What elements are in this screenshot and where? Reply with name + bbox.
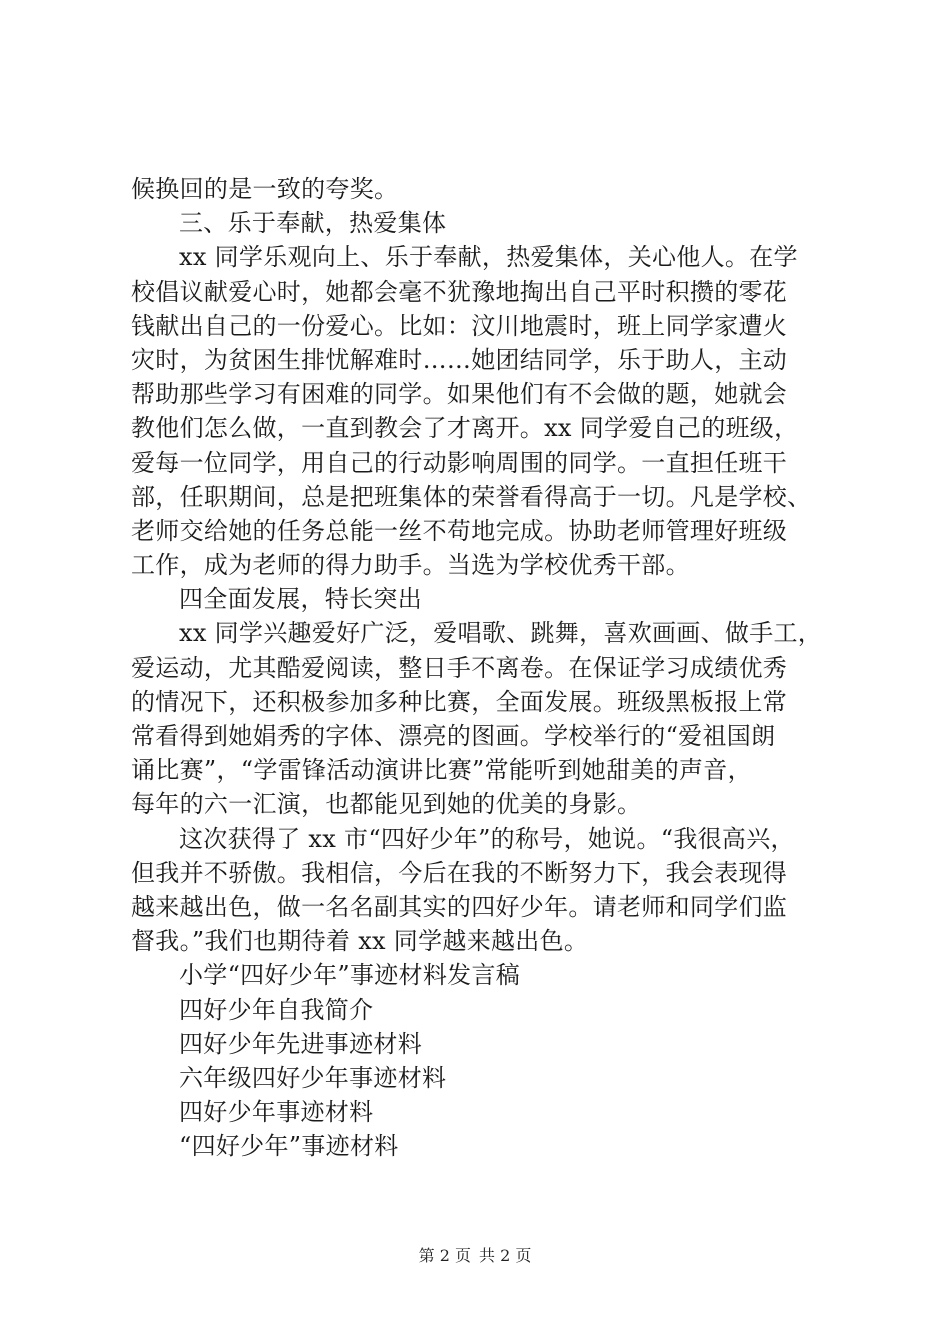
section-heading: 三、乐于奉献，热爱集体 (179, 209, 447, 238)
related-title: 小学“四好少年”事迹材料发言稿 (179, 961, 521, 990)
page-footer (0, 1246, 950, 1266)
paragraph-line: 常看得到她娟秀的字体、漂亮的图画。学校举行的“爱祖国朗 (131, 722, 776, 750)
paragraph-line: 越来越出色，做一名名副其实的四好少年。请老师和同学们监 (131, 892, 788, 921)
paragraph-line: 爱运动，尤其酷爱阅读，整日手不离卷。在保证学习成绩优秀 (131, 653, 788, 682)
paragraph-line: 帮助那些学习有困难的同学。如果他们有不会做的题，她就会 (131, 380, 788, 409)
page-total: 共 2 页 (479, 1246, 532, 1265)
paragraph-line: 每年的六一汇演，也都能见到她的优美的身影。 (131, 790, 642, 819)
related-title: 四好少年事迹材料 (179, 1098, 374, 1127)
related-title: 四好少年先进事迹材料 (179, 1029, 422, 1058)
document-body (131, 172, 831, 1163)
paragraph-line: 钱献出自己的一份爱心。比如：汶川地震时，班上同学家遭火 (131, 311, 788, 340)
paragraph-line: 但我并不骄傲。我相信，今后在我的不断努力下，我会表现得 (131, 858, 788, 887)
paragraph-line: 工作，成为老师的得力助手。当选为学校优秀干部。 (131, 551, 690, 580)
paragraph-line: 校倡议献爱心时，她都会毫不犹豫地掏出自己平时积攒的零花 (131, 277, 788, 306)
page-number: 第 2 页 (418, 1246, 471, 1265)
paragraph-line: 教他们怎么做，一直到教会了才离开。xx 同学爱自己的班级， (131, 414, 799, 443)
paragraph-line: 爱每一位同学，用自己的行动影响周围的同学。一直担任班干 (131, 448, 788, 477)
paragraph-line: 这次获得了 xx 市“四好少年”的称号，她说。“我很高兴， (179, 824, 795, 853)
paragraph-line: 灾时，为贫困生排忧解难时……她团结同学，乐于助人，主动 (131, 345, 788, 374)
paragraph-line: 部，任职期间，总是把班集体的荣誉看得高于一切。凡是学校、 (131, 482, 812, 511)
paragraph-line: xx 同学兴趣爱好广泛，爱唱歌、跳舞，喜欢画画、做手工， (179, 619, 823, 648)
paragraph-line: 老师交给她的任务总能一丝不苟地完成。协助老师管理好班级 (131, 516, 788, 545)
related-title: 四好少年自我简介 (179, 995, 374, 1024)
section-heading: 四全面发展，特长突出 (179, 585, 422, 614)
paragraph-line: 的情况下，还积极参加多种比赛，全面发展。班级黑板报上常 (131, 687, 788, 716)
paragraph-line: xx 同学乐观向上、乐于奉献，热爱集体，关心他人。在学 (179, 243, 798, 272)
related-title: 六年级四好少年事迹材料 (179, 1063, 447, 1092)
paragraph-line: 诵比赛”，“学雷锋活动演讲比赛”常能听到她甜美的声音， (131, 756, 752, 785)
related-title: “四好少年”事迹材料 (179, 1132, 399, 1161)
paragraph-line: 督我。”我们也期待着 xx 同学越来越出色。 (131, 927, 589, 956)
paragraph-line: 候换回的是一致的夸奖。 (131, 175, 399, 203)
